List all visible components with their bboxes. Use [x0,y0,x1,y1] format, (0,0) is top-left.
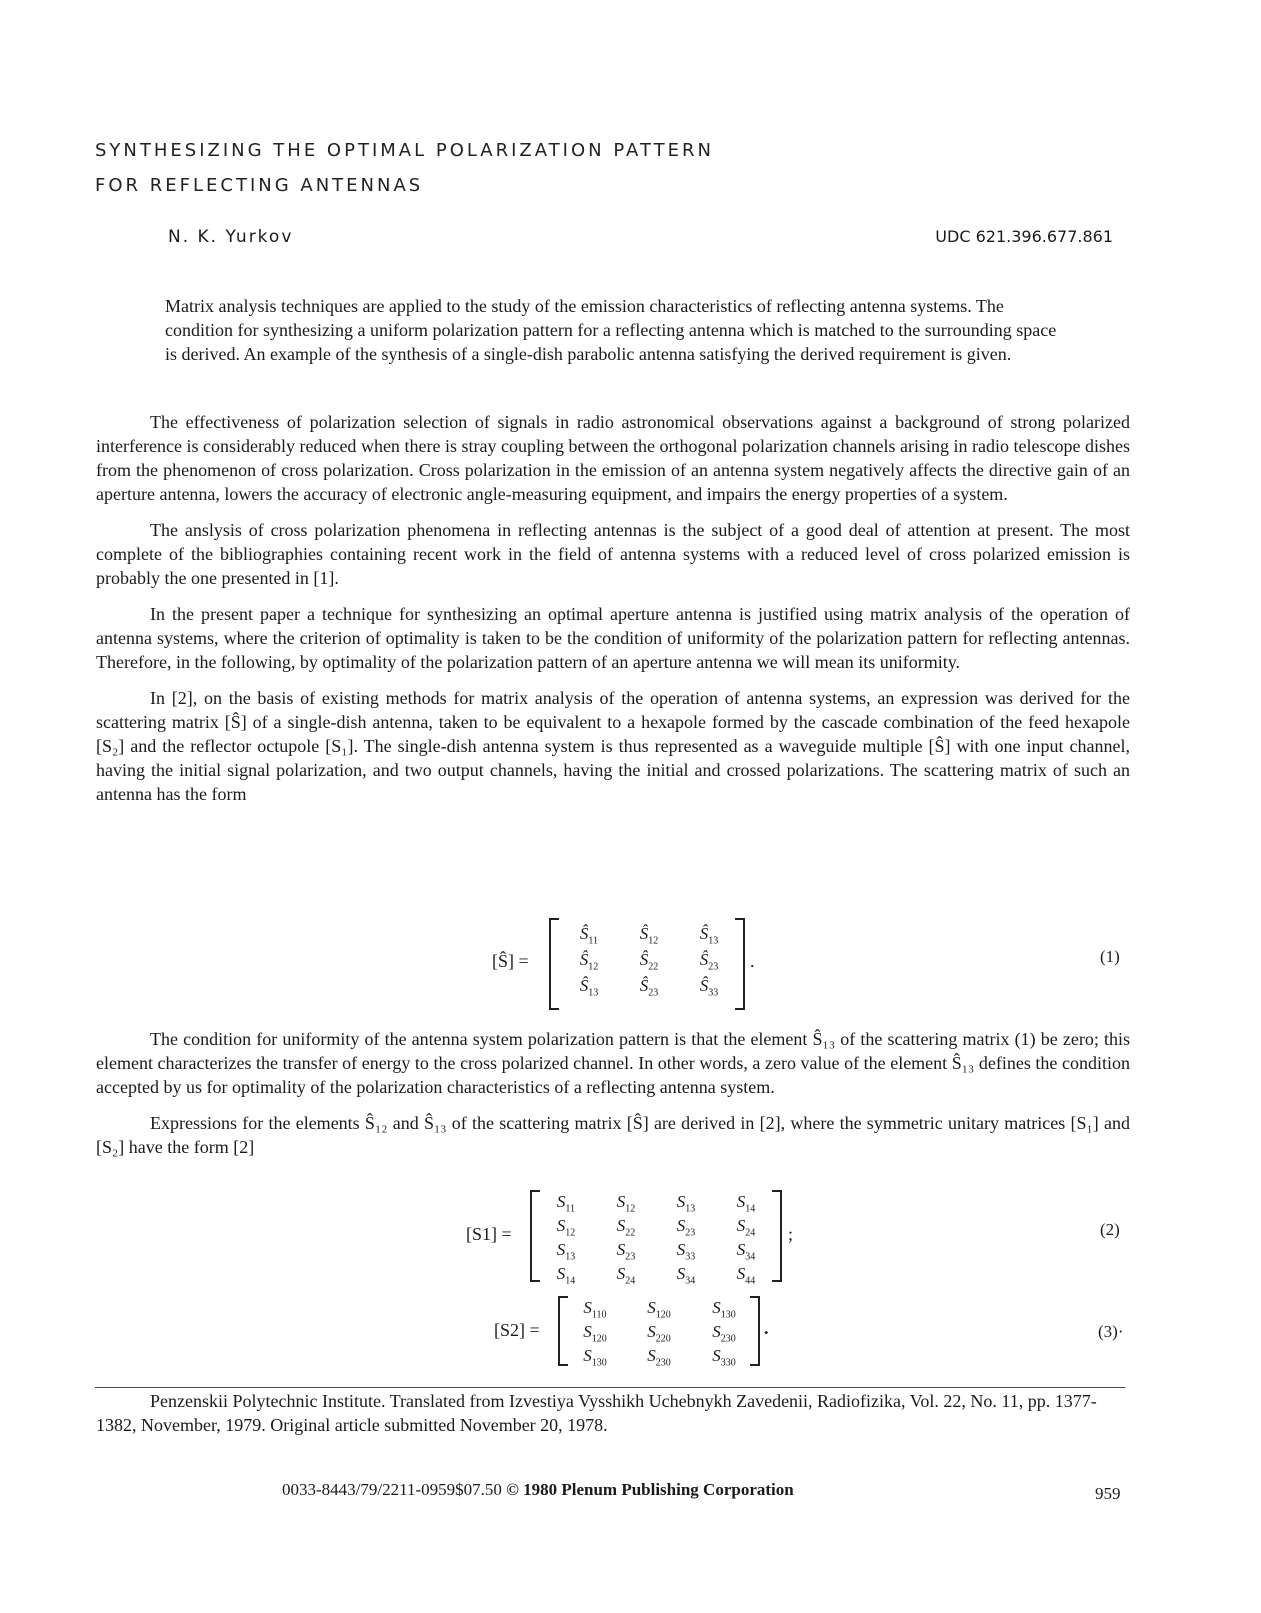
eq1-cell: $Ŝ_{11}$ [579,924,599,947]
paragraph-3: In the present paper a technique for synthesizing an optimal aperture antenna is justified using matrix analysis of the operation of antenna systems, where the criterion of optimality is taken to be the condition of uniformity of the polarization pattern for reflecting antennas. Therefore, in the following, by optimality of the polarization pattern of an aperture antenna we will mean its uniformity. [96,604,1130,672]
eq3-trail: . [764,1318,769,1338]
eq2-cell: $S_{11}$ [556,1192,576,1215]
abstract: Matrix analysis techniques are applied to the study of the emission characteristics of reflecting antenna systems. The condition for synthesizing a uniform polarization pattern for a reflecting antenna which is matched to the surrounding space is derived. An example of the synthesis of a single-dish parabolic antenna satisfying the derived requirement is given. [165,296,1057,364]
eq1-cell: $Ŝ_{12}$ [639,924,659,947]
eq1-trail: . [750,951,755,971]
paragraph-1: The effectiveness of polarization selection of signals in radio astronomical observations against a background of strong polarized interference is considerably reduced when there is stray coupling between the orthogonal polarization channels arising in radio telescope dishes from the phenomenon of cross polarization. Cross polarization in the emission of an antenna system negatively affects the directive gain of an aperture antenna, lowers the accuracy of electronic angle-measuring equipment, and impairs the energy properties of a system. [96,412,1130,504]
eq1-cell: $Ŝ_{13}$ [579,976,599,999]
eq2-cell: $S_{14}$ [556,1264,576,1287]
eq3-cell: $S_{330}$ [712,1346,736,1369]
eq1-cell: $Ŝ_{22}$ [639,950,659,973]
author: N. K. Yurkov [168,227,294,247]
eq2-cell: $S_{34}$ [676,1264,696,1287]
eq3-cell: $S_{110}$ [583,1298,607,1321]
eq2-cell: $S_{24}$ [736,1216,756,1239]
eq2-matrix [530,1190,782,1287]
equation-3 [494,1296,794,1369]
equation-1-number: (1) [1100,947,1120,966]
article-code: 0033-8443/79/2211-0959$07.50 [282,1480,502,1499]
eq1-cell: $Ŝ_{13}$ [699,924,719,947]
eq1-cell: $Ŝ_{12}$ [579,950,599,973]
eq3-cell: $S_{230}$ [647,1346,671,1369]
eq2-cell: $S_{23}$ [676,1216,696,1239]
footnote [96,1389,1130,1437]
eq2-cell: $S_{44}$ [736,1264,756,1287]
eq2-cell: $S_{14}$ [736,1192,756,1215]
eq1-cell: $Ŝ_{23}$ [699,950,719,973]
body-section-2 [96,1027,1130,1159]
equation-1 [492,918,792,1010]
paper-title-line2: FOR REFLECTING ANTENNAS [95,175,424,196]
equation-2 [466,1190,806,1287]
eq2-cell: $S_{24}$ [616,1264,636,1287]
footnote-divider [95,1387,1125,1388]
eq2-trail: ; [788,1224,794,1244]
eq3-cell: $S_{130}$ [712,1298,736,1321]
eq1-lhs: [Ŝ] = [492,951,529,971]
eq2-cell: $S_{33}$ [676,1240,696,1263]
equation-3-number: (3)· [1098,1322,1124,1341]
eq3-cell: $S_{220}$ [647,1322,671,1345]
eq1-matrix [549,918,745,1010]
copyright-notice: © 1980 Plenum Publishing Corporation [506,1480,794,1499]
eq3-cell: $S_{230}$ [712,1322,736,1345]
page-number: 959 [1095,1484,1121,1503]
paragraph-6: Expressions for the elements Ŝ₁₂ and Ŝ₁₃ of the scattering matrix [Ŝ] are derived in [2], where the symmetric unitary matrices [S₁] and [S₂] have the form [2] [96,1113,1130,1157]
equation-2-number: (2) [1100,1220,1120,1239]
copyright-line [282,1480,794,1500]
eq1-cell: $Ŝ_{23}$ [639,976,659,999]
paragraph-5: The condition for uniformity of the antenna system polarization pattern is that the element Ŝ₁₃ of the scattering matrix (1) be zero; this element characterizes the transfer of energy to the cross polarized channel. In other words, a zero value of the element Ŝ₁₃ defines the condition accepted by us for optimality of the polarization characteristics of a reflecting antenna system. [96,1029,1130,1097]
eq3-lhs: [S2] = [494,1320,540,1340]
eq3-matrix [558,1296,760,1369]
eq2-cell: $S_{12}$ [616,1192,636,1215]
paragraph-4: In [2], on the basis of existing methods for matrix analysis of the operation of antenna systems, an expression was derived for the scattering matrix [Ŝ] of a single-dish antenna, taken to be equivalent to a hexapole formed by the cascade combination of the feed hexapole [S₂] and the reflector octupole [S₁]. The single-dish antenna system is thus represented as a waveguide multiple [Ŝ] with one input channel, having the initial signal polarization, and two output channels, having the initial and crossed polarizations. The scattering matrix of such an antenna has the form [96,688,1130,804]
eq2-cell: $S_{34}$ [736,1240,756,1263]
body-section-1 [96,410,1130,806]
eq2-cell: $S_{23}$ [616,1240,636,1263]
paper-title-line1: SYNTHESIZING THE OPTIMAL POLARIZATION PATTERN [95,140,714,161]
eq2-cell: $S_{12}$ [556,1216,576,1239]
eq2-cell: $S_{13}$ [556,1240,576,1263]
eq2-cell: $S_{22}$ [616,1216,636,1239]
paragraph-2: The anslysis of cross polarization phenomena in reflecting antennas is the subject of a good deal of attention at present. The most complete of the bibliographies containing recent work in the field of antenna systems with a reduced level of cross polarized emission is probably the one presented in [1]. [96,520,1130,588]
eq3-cell: $S_{130}$ [583,1346,607,1369]
eq2-cell: $S_{13}$ [676,1192,696,1215]
eq3-cell: $S_{120}$ [647,1298,671,1321]
udc-code: UDC 621.396.677.861 [935,227,1113,246]
footnote-text: Penzenskii Polytechnic Institute. Translated from Izvestiya Vysshikh Uchebnykh Zavedenii, Radiofizika, Vol. 22, No. 11, pp. 1377-1382, November, 1979. Original article submitted November 20, 1978. [96,1391,1097,1435]
eq1-cell: $Ŝ_{33}$ [699,976,719,999]
eq3-cell: $S_{120}$ [583,1322,607,1345]
eq2-lhs: [S1] = [466,1224,512,1244]
